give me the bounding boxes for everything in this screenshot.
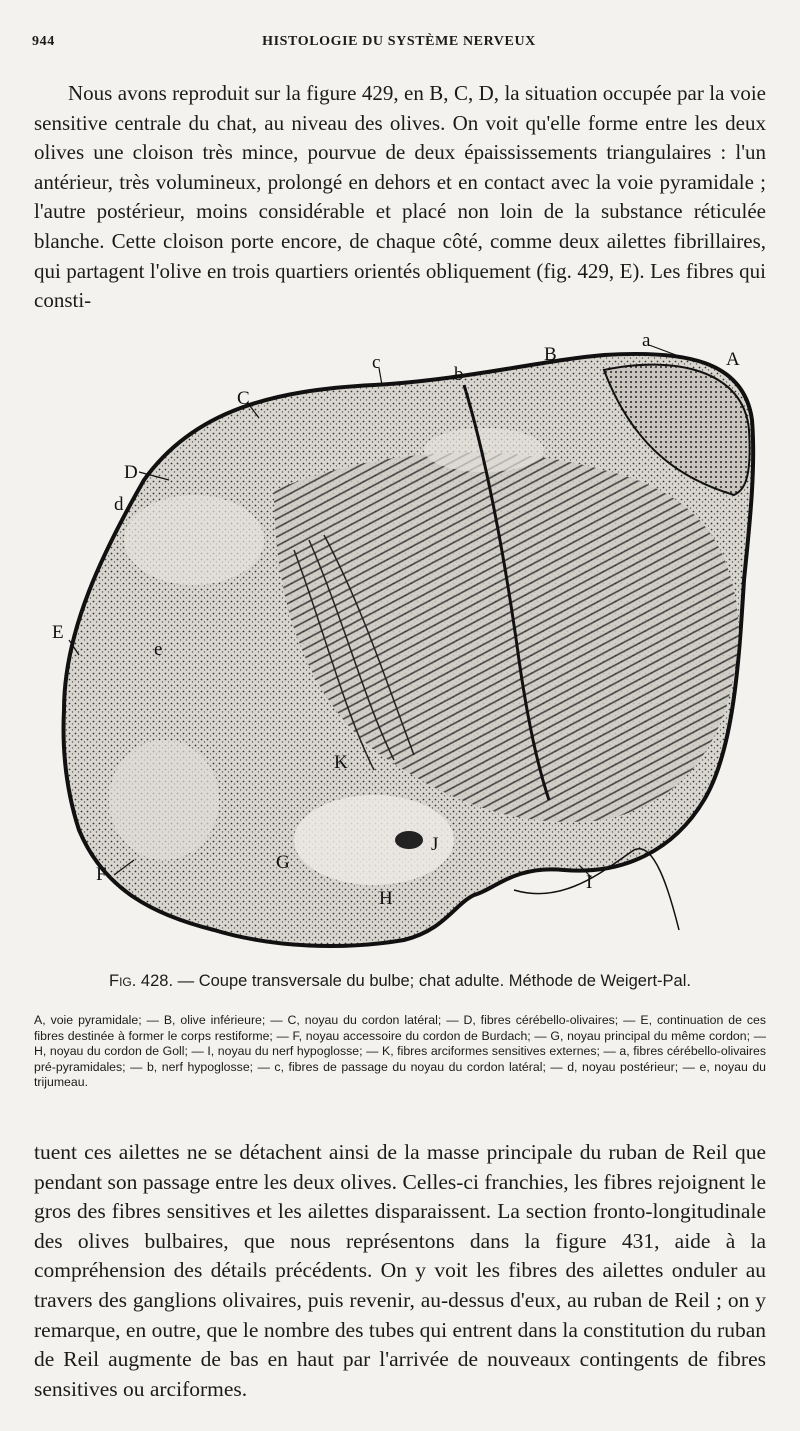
page-number: 944 [32,34,55,49]
label-c: c [372,352,381,373]
label-d: d [114,494,124,515]
label-a: a [642,330,651,351]
label-J: J [431,834,439,855]
label-G: G [276,852,290,873]
histology-figure [44,330,764,955]
paragraph-bottom: tuent ces ailettes ne se détachent ainsi de la masse principale du ruban de Reil que pendant son passage entre les deux olives. Celles-ci franchies, les fibres rejoignent le gros des fibres sensitives et les ailettes disparaissent. La section fronto-longitudinale des olives bulbaires, que nous représentons dans la figure 431, aide à la compréhension des détails précédents. On y voit les fibres des ailettes onduler au travers des ganglions olivaires, puis revenir, au-dessus d'eux, au ruban de Reil ; on y remarque, en outre, que le nombre des tubes qui entrent dans la constitution du ruban de Reil augmente de bas en haut par l'arrivée de nouveaux contingents de fibres sensitives ou arciformes. [34,1140,766,1401]
figure-title: — Coupe transversale du bulbe; chat adulte. Méthode de Weigert-Pal. [173,972,691,990]
label-C: C [237,388,250,409]
label-B: B [544,344,557,365]
running-title: HISTOLOGIE DU SYSTÈME NERVEUX [262,34,536,49]
label-I: I [586,872,593,893]
label-e: e [154,639,163,660]
nucleus-light-1 [124,495,264,585]
figure-caption [34,972,766,991]
running-header [32,34,766,56]
nucleus-light-2 [294,795,454,885]
bulb-section-illustration [44,330,764,955]
label-b: b [454,364,464,385]
figure-legend: A, voie pyramidale; — B, olive inférieure; — C, noyau du cordon latéral; — D, fibres cérébello-olivaires; — E, continuation de ces fibres destinée à former le corps restiforme; — F, noyau accessoire du cordon de Burdach; — G, noyau principal du même cordon; — H, noyau du cordon de Goll; — I, noyau du nerf hypoglosse; — K, fibres arciformes sensitives externes; — a, fibres cérébello-olivaires pré-pyramidales; — b, nerf hypoglosse; — c, fibres de passage du noyau du cordon latéral; — d, noyau postérieur; — e, noyau du trijumeau. [34,1013,766,1090]
paragraph-top: Nous avons reproduit sur la figure 429, en B, C, D, la situation occupée par la voie sensitive centrale du chat, au niveau des olives. On voit qu'elle forme entre les deux olives une cloison très mince, pourvue de deux épaississements triangulaires : l'un antérieur, très volumineux, prolongé en dehors et en contact avec la voie pyramidale ; l'autre postérieur, moins considérable et placé non loin de la substance réticulée blanche. Cette cloison porte encore, de chaque côté, comme deux ailettes fibrillaires, qui partagent l'olive en trois quartiers orientés obliquement (fig. 429, E). Les fibres qui consti- [34,81,766,313]
label-K: K [334,752,348,773]
label-D: D [124,462,138,483]
label-H: H [379,888,393,909]
label-A: A [726,349,740,370]
small-nucleus-j [395,831,423,849]
figure-number: Fig. 428. [109,972,174,990]
nucleus-light-3 [109,740,219,860]
label-E: E [52,622,64,643]
label-F: F [96,864,107,885]
